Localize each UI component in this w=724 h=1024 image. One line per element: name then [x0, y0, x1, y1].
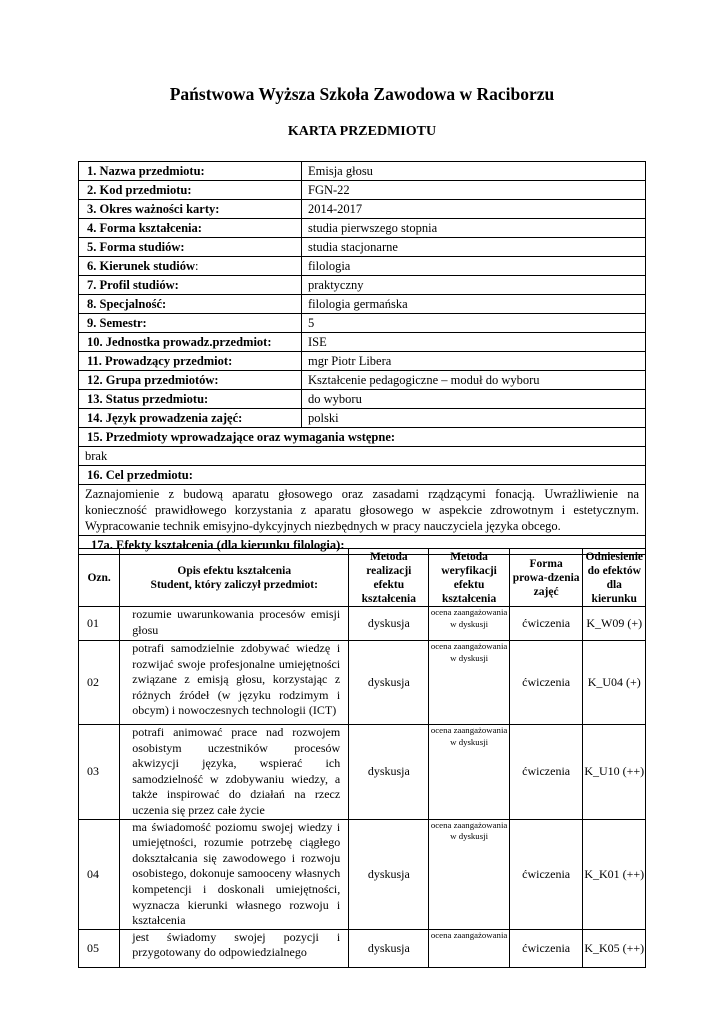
info-label-text: 12. Grupa przedmiotów:	[87, 373, 219, 387]
info-label-text: 8. Specjalność:	[87, 297, 167, 311]
col-opis-line2: Student, który zaliczył przedmiot:	[150, 578, 318, 591]
info-label	[79, 276, 302, 295]
info-row	[79, 257, 646, 276]
outcome-form: ćwiczenia	[509, 819, 583, 929]
info-row	[79, 200, 646, 219]
outcome-reference: K_K05 (++)	[583, 929, 646, 967]
outcome-row	[79, 929, 646, 967]
col-opis-header	[120, 549, 349, 607]
info-value: mgr Piotr Libera	[302, 352, 646, 371]
info-row	[79, 371, 646, 390]
outcome-description: ma świadomość poziomu swojej wiedzy i umiejętności, rozumie potrzebę ciągłego dokształcania się zawodowego i rozwoju osobistego, dokonuje samooceny własnych kompetencji i doskonali umiejętności, wyznacza kierunki własnego rozwoju i kształcenia	[120, 819, 349, 929]
section15-heading: 15. Przedmioty wprowadzające oraz wymagania wstępne:	[79, 428, 646, 447]
info-label-text: 5. Forma studiów:	[87, 240, 185, 254]
info-row	[79, 333, 646, 352]
course-info-table	[78, 161, 646, 555]
outcome-verification: ocena zaangażowania w dyskusji	[429, 819, 509, 929]
outcome-verification: ocena zaangażowania	[429, 929, 509, 967]
col-ozn-header: Ozn.	[79, 549, 120, 607]
info-label-text: 9. Semestr:	[87, 316, 147, 330]
info-label	[79, 352, 302, 371]
info-label-text: 13. Status przedmiotu:	[87, 392, 209, 406]
info-value: FGN-22	[302, 181, 646, 200]
info-label-text: 11. Prowadzący przedmiot:	[87, 354, 233, 368]
outcome-method: dyskusja	[349, 929, 429, 967]
info-label	[79, 162, 302, 181]
info-label	[79, 333, 302, 352]
info-row	[79, 219, 646, 238]
outcome-code: 01	[79, 607, 120, 641]
info-row	[79, 238, 646, 257]
section15-content: brak	[79, 447, 646, 466]
outcome-code: 05	[79, 929, 120, 967]
info-row	[79, 314, 646, 333]
outcome-code: 02	[79, 641, 120, 725]
info-label-text: 14. Język prowadzenia zajęć:	[87, 411, 243, 425]
info-value: ISE	[302, 333, 646, 352]
col-metoda-weryfikacji-header: Metoda weryfikacji efektu kształcenia	[429, 549, 509, 607]
info-value: 2014-2017	[302, 200, 646, 219]
section15-heading-row	[79, 428, 646, 447]
info-label	[79, 295, 302, 314]
info-row	[79, 181, 646, 200]
info-label-text: 4. Forma kształcenia:	[87, 221, 202, 235]
outcome-method: dyskusja	[349, 819, 429, 929]
info-row	[79, 409, 646, 428]
info-label-text: 7. Profil studiów:	[87, 278, 179, 292]
outcome-row	[79, 607, 646, 641]
info-label	[79, 219, 302, 238]
info-row	[79, 276, 646, 295]
outcome-description: jest świadomy swojej pozycji i przygotowany do odpowiedzialnego	[120, 929, 349, 967]
outcome-verification: ocena zaangażowania w dyskusji	[429, 641, 509, 725]
outcome-method: dyskusja	[349, 641, 429, 725]
info-label	[79, 314, 302, 333]
section15-content-row	[79, 447, 646, 466]
info-value: studia stacjonarne	[302, 238, 646, 257]
outcome-description: potrafi animować prace nad rozwojem osobistym uczestników procesów akwizycji języka, wspierać ich samodzielność w zdobywaniu wiedzy, a także inspirować do działań na rzecz uczenia się przez całe życie	[120, 725, 349, 820]
col-forma-header: Forma prowa-dzenia zajęć	[509, 549, 583, 607]
section16-content-row	[79, 485, 646, 536]
info-label	[79, 181, 302, 200]
info-row	[79, 295, 646, 314]
info-row	[79, 352, 646, 371]
outcome-verification: ocena zaangażowania w dyskusji	[429, 607, 509, 641]
info-label-text: 6. Kierunek studiów	[87, 259, 196, 273]
info-row	[79, 390, 646, 409]
info-value: filologia germańska	[302, 295, 646, 314]
outcome-description: rozumie uwarunkowania procesów emisji głosu	[120, 607, 349, 641]
info-value: polski	[302, 409, 646, 428]
info-label-suffix: :	[195, 259, 199, 273]
info-value: 5	[302, 314, 646, 333]
info-label-text: 3. Okres ważności karty:	[87, 202, 220, 216]
info-value: filologia	[302, 257, 646, 276]
outcome-reference: K_W09 (+)	[583, 607, 646, 641]
info-label	[79, 409, 302, 428]
section16-heading-row	[79, 466, 646, 485]
outcome-verification: ocena zaangażowania w dyskusji	[429, 725, 509, 820]
outcome-form: ćwiczenia	[509, 607, 583, 641]
outcome-reference: K_K01 (++)	[583, 819, 646, 929]
info-label	[79, 200, 302, 219]
info-value: do wyboru	[302, 390, 646, 409]
outcome-form: ćwiczenia	[509, 641, 583, 725]
section17a-heading: 17a. Efekty kształcenia (dla kierunku filologia):	[79, 536, 646, 555]
outcome-reference: K_U04 (+)	[583, 641, 646, 725]
col-opis-line1: Opis efektu kształcenia	[177, 564, 292, 577]
learning-outcomes-table	[78, 548, 646, 968]
info-label	[79, 371, 302, 390]
outcome-method: dyskusja	[349, 725, 429, 820]
institution-name: Państwowa Wyższa Szkoła Zawodowa w Raciborzu	[169, 84, 555, 104]
info-value: Kształcenie pedagogiczne – moduł do wyboru	[302, 371, 646, 390]
outcome-form: ćwiczenia	[509, 725, 583, 820]
col-odniesienie-header: Odniesienie do efektów dla kierunku	[583, 549, 646, 607]
info-value: Emisja głosu	[302, 162, 646, 181]
section16-content: Zaznajomienie z budową aparatu głosowego oraz zasadami rządzącymi fonacją. Uwrażliwienie na konieczność prawidłowego korzystania z aparatu głosowego w aspekcie zdrowotnym i estetycznym. Wypracowanie technik emisyjno-dykcyjnych niezbędnych w pracy nauczyciela języka obcego.	[79, 485, 646, 536]
col-metoda-realizacji-header: Metoda realizacji efektu kształcenia	[349, 549, 429, 607]
info-label	[79, 257, 302, 276]
outcome-row	[79, 641, 646, 725]
info-label-text: 10. Jednostka prowadz.przedmiot:	[87, 335, 272, 349]
info-label	[79, 238, 302, 257]
info-label-text: 1. Nazwa przedmiotu:	[87, 164, 205, 178]
outcome-code: 03	[79, 725, 120, 820]
info-value: praktyczny	[302, 276, 646, 295]
document-title: KARTA PRZEDMIOTU	[287, 124, 437, 139]
info-value: studia pierwszego stopnia	[302, 219, 646, 238]
info-row	[79, 162, 646, 181]
outcome-method: dyskusja	[349, 607, 429, 641]
section16-heading: 16. Cel przedmiotu:	[79, 466, 646, 485]
outcome-row	[79, 725, 646, 820]
outcome-row	[79, 819, 646, 929]
info-label-text: 2. Kod przedmiotu:	[87, 183, 192, 197]
outcome-description: potrafi samodzielnie zdobywać wiedzę i rozwijać swoje profesjonalne umiejętności związane z emisją głosu, korzystając z różnych źródeł (w języku rodzimym i obcym) i nowoczesnych technologii (ICT)	[120, 641, 349, 725]
outcome-form: ćwiczenia	[509, 929, 583, 967]
outcome-reference: K_U10 (++)	[583, 725, 646, 820]
outcome-code: 04	[79, 819, 120, 929]
info-label	[79, 390, 302, 409]
